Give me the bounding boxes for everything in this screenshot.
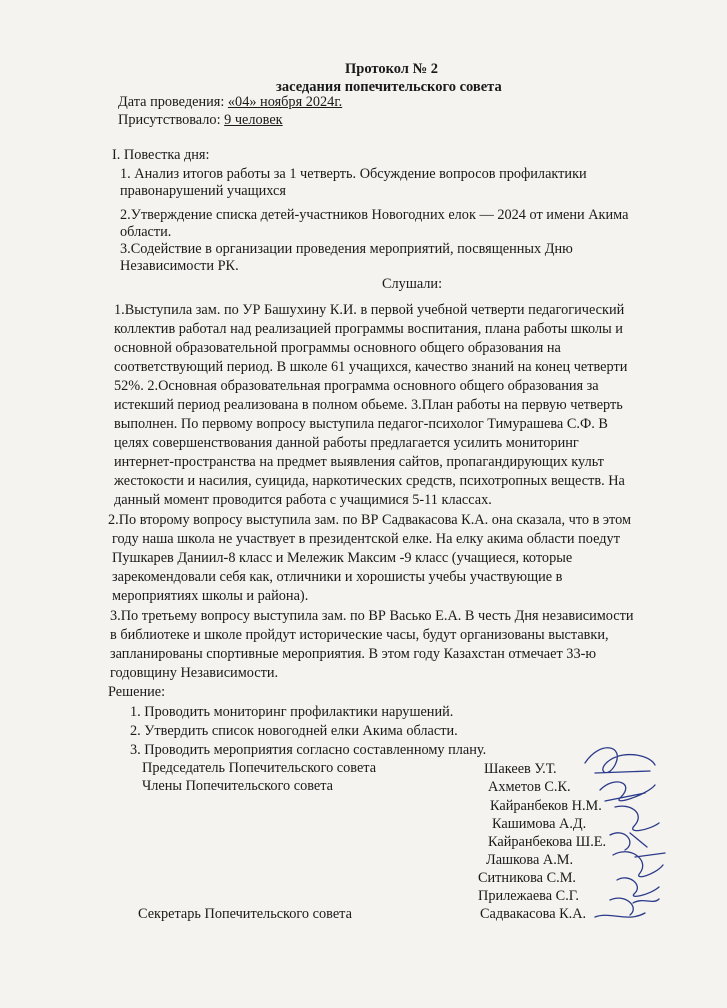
protocol-title: Протокол № 2 [345, 61, 439, 77]
heard-line: в библиотеке и школе пройдут исторические часы, будут организованы выставки, [110, 627, 609, 643]
heard-line: 1.Выступила зам. по УР Башухину К.И. в первой учебной четверти педагогический [114, 302, 625, 318]
attendance-value: 9 человек [224, 112, 283, 128]
signatory-name: Ахметов С.К. [488, 779, 571, 795]
agenda-item-3-line-1: 3.Содействие в организации проведения мероприятий, посвященных Дню [120, 241, 573, 257]
signatory-name: Кайранбекова Ш.Е. [488, 834, 607, 850]
signatory-name: Лашкова А.М. [486, 852, 574, 868]
secretary-label: Секретарь Попечительского совета [138, 906, 352, 922]
agenda-item-3-line-2: Независимости РК. [120, 258, 239, 274]
heard-line: 52%. 2.Основная образовательная программа основного общего образования за [114, 378, 599, 394]
heard-heading: Слушали: [382, 276, 443, 292]
heard-line: выполнен. По первому вопросу выступила педагог-психолог Тимурашева С.Ф. В [114, 416, 608, 432]
heard-line: интернет-пространства на предмет выявления сайтов, пропагандирующих культ [114, 454, 604, 470]
chair-label: Председатель Попечительского совета [142, 760, 377, 776]
heard-line: годовщину Независимости. [110, 665, 279, 681]
decision-item: 1. Проводить мониторинг профилактики нарушений. [130, 704, 454, 720]
signatory-name: Шакеев У.Т. [484, 761, 557, 777]
heard-line: жестокости и насилия, суицида, наркотических средств, психотропных веществ. На [114, 473, 625, 489]
protocol-subtitle: заседания попечительского совета [276, 79, 502, 95]
handwritten-signatures [555, 735, 675, 925]
attendance [118, 112, 283, 129]
agenda-heading: I. Повестка дня: [112, 147, 210, 163]
heard-line: соответствующий период. В школе 61 учащихся, качество знаний на конец четверти [114, 359, 628, 375]
date-label: Дата проведения: [118, 94, 228, 110]
heard-line: зарекомендовали себя как, отличники и хорошисты учебы участвующие в [112, 569, 563, 585]
heard-line: данный момент проводится работа с учащимися 5-11 классах. [114, 492, 492, 508]
heard-line: году наша школа не участвует в президентской елке. На елку акима области поедут [112, 531, 620, 547]
heard-line: целях совершенствования данной работы предлагается усилить мониторинг [114, 435, 579, 451]
attendance-label: Присутствовало: [118, 112, 225, 128]
heard-line: Пушкарев Даниил-8 класс и Мележик Максим -9 класс (учащиеся, которые [112, 550, 573, 566]
agenda-item-2-line-1: 2.Утверждение списка детей-участников Новогодних елок — 2024 от имени Акима [120, 207, 629, 223]
agenda-item-1-line-2: правонарушений учащихся [120, 183, 286, 199]
heard-line: 3.По третьему вопросу выступила зам. по ВР Васько Е.А. В честь Дня независимости [110, 608, 634, 624]
heard-line: мероприятиях школы и района). [112, 588, 309, 604]
heard-line: 2.По второму вопросу выступила зам. по ВР Садвакасова К.А. она сказала, что в этом [108, 512, 632, 528]
members-label: Члены Попечительского совета [142, 778, 334, 794]
heard-line: запланированы спортивные мероприятия. В этом году Казахстан отмечает 33-ю [110, 646, 597, 662]
signatory-name: Садвакасова К.А. [480, 906, 587, 922]
signatory-name: Кашимова А.Д. [492, 816, 587, 832]
agenda-item-1-line-1: 1. Анализ итогов работы за 1 четверть. Обсуждение вопросов профилактики [120, 166, 587, 182]
heard-line: основной образовательной программы основного общего образования на [114, 340, 561, 356]
heard-line: истекший период реализована в полном обьеме. 3.План работы на первую четверть [114, 397, 623, 413]
signatory-name: Кайранбеков Н.М. [490, 798, 602, 814]
decision-heading: Решение: [108, 684, 166, 700]
signatory-name: Прилежаева С.Г. [478, 888, 579, 904]
signatory-name: Ситникова С.М. [478, 870, 576, 886]
agenda-item-2-line-2: области. [120, 224, 172, 240]
meeting-date [118, 94, 342, 111]
heard-line: коллектив работал над реализацией программы воспитания, плана работы школы и [114, 321, 623, 337]
decision-item: 2. Утвердить список новогодней елки Акима области. [130, 723, 458, 739]
decision-item: 3. Проводить мероприятия согласно составленному плану. [130, 742, 487, 758]
date-value: «04» ноября 2024г. [227, 94, 343, 110]
